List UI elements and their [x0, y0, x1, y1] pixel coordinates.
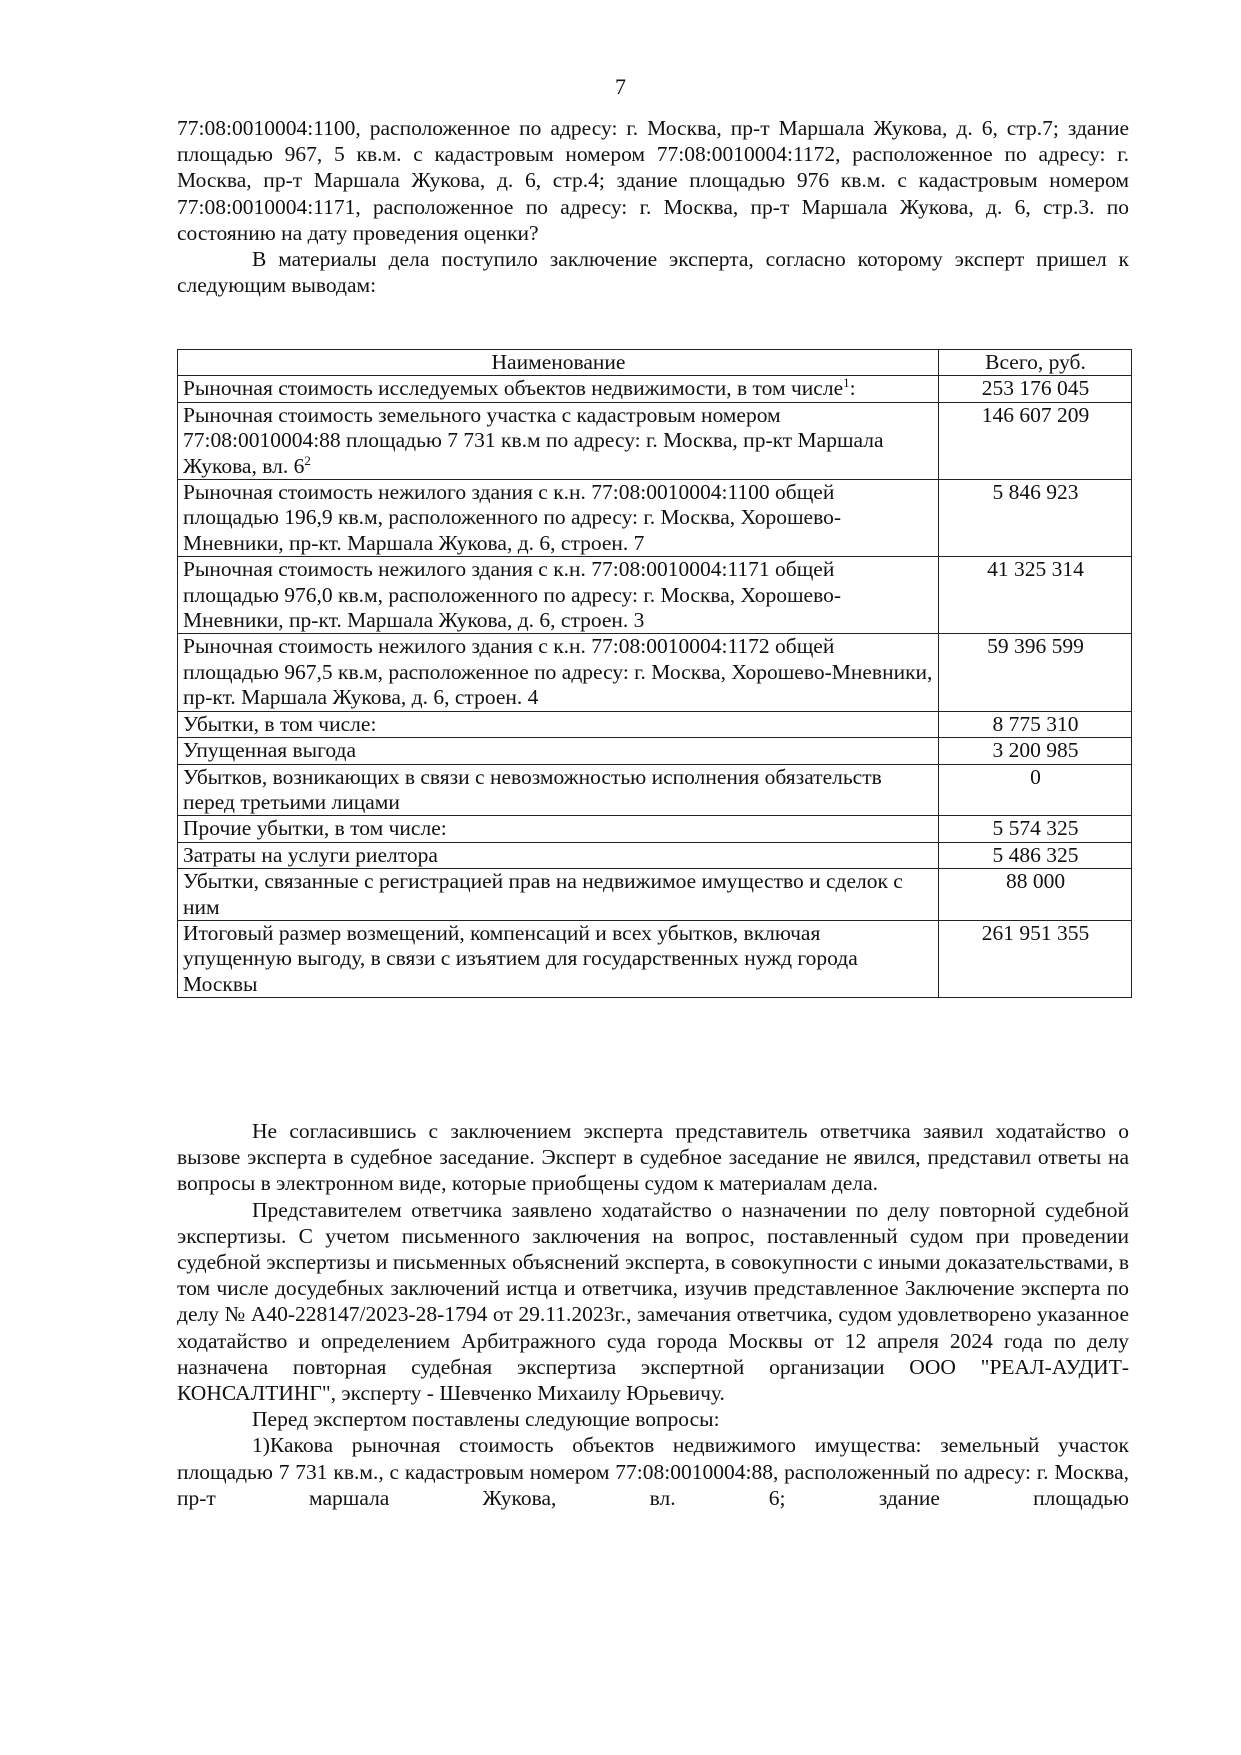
row-value: 5 486 325 [939, 842, 1132, 868]
row-value: 5 846 923 [939, 480, 1132, 557]
row-name-suffix: : [849, 376, 856, 401]
row-name: Убытки, в том числе: [183, 711, 377, 736]
row-value: 253 176 045 [939, 376, 1132, 402]
intro-section [177, 115, 1129, 298]
table-row [178, 402, 1132, 479]
row-name-cell [178, 869, 939, 921]
row-name-cell [178, 402, 939, 479]
header-total: Всего, руб. [939, 350, 1132, 376]
disagreement-paragraph: Не согласившись с заключением эксперта представитель ответчика заявил ходатайство о вызове эксперта в судебное заседание. Эксперт в судебное заседание не явился, представил ответы на вопросы в электронном виде, которые приобщены судом к материалам дела. [177, 1119, 1129, 1196]
row-name-cell [178, 634, 939, 711]
row-name-cell [178, 920, 939, 997]
question-continuation: 77:08:0010004:1100, расположенное по адресу: г. Москва, пр-т Маршала Жукова, д. 6, стр.7; здание площадью 967, 5 кв.м. с кадастровым номером 77:08:0010004:1172, расположенное по адресу: г. Москва, пр-т Маршала Жукова, д. 6, стр.4; здание площадью 976 кв.м. с кадастровым номером 77:08:0010004:1171, расположенное по адресу: г. Москва, пр-т Маршала Жукова, д. 6, стр.3. по состоянию на дату проведения оценки? [177, 116, 1129, 245]
table-row [178, 764, 1132, 816]
row-name-cell [178, 711, 939, 737]
row-name: Итоговый размер возмещений, компенсаций и всех убытков, включая упущенную выгоду, в связи с изъятием для государственных нужд города Москвы [183, 920, 858, 996]
row-name-cell [178, 480, 939, 557]
table-row [178, 920, 1132, 997]
question-1: 1)Какова рыночная стоимость объектов недвижимого имущества: земельный участок площадью 7 731 кв.м., с кадастровым номером 77:08:0010004:88, расположенный по адресу: г. Москва, пр-т маршала Жукова, вл. 6; здание площадью [177, 1433, 1129, 1510]
expert-results-table-container [177, 349, 1131, 998]
row-name: Рыночная стоимость исследуемых объектов недвижимости, в том числе [183, 376, 844, 401]
row-value: 146 607 209 [939, 402, 1132, 479]
row-value: 3 200 985 [939, 738, 1132, 764]
footnote-marker: 2 [304, 452, 311, 468]
table-row [178, 480, 1132, 557]
row-name: Убытков, возникающих в связи с невозможностью исполнения обязательств перед третьими лицами [183, 764, 882, 814]
table-row [178, 842, 1132, 868]
table-header-row [178, 350, 1132, 376]
row-name: Рыночная стоимость земельного участка с кадастровым номером 77:08:0010004:88 площадью 7 731 кв.м по адресу: г. Москва, пр-кт Маршала Жукова, вл. 6 [183, 402, 884, 478]
footnote-marker: 1 [843, 375, 850, 391]
table-row [178, 816, 1132, 842]
row-name: Рыночная стоимость нежилого здания с к.н. 77:08:0010004:1172 общей площадью 967,5 кв.м, расположенное по адресу: г. Москва, Хорошево-Мневники, пр-кт. Маршала Жукова, д. 6, строен. 4 [183, 634, 933, 710]
row-name-cell [178, 764, 939, 816]
repeat-expertise-paragraph: Представителем ответчика заявлено ходатайство о назначении по делу повторной судебной экспертизы. С учетом письменного заключения на вопрос, поставленный судом при проведении судебной экспертизы и письменных объяснений эксперта, в совокупности с иными доказательствами, в том числе досудебных заключений истца и ответчика, изучив представленное Заключение эксперта по делу № А40-228147/2023-28-1794 от 29.11.2023г., замечания ответчика, судом удовлетворено указанное ходатайство и определением Арбитражного суда города Москвы от 12 апреля 2024 года по делу назначена повторная судебная экспертиза экспертной организации ООО "РЕАЛ-АУДИТ-КОНСАЛТИНГ", эксперту - Шевченко Михаилу Юрьевичу. [177, 1197, 1129, 1406]
header-name: Наименование [178, 350, 939, 376]
table-row [178, 711, 1132, 737]
row-value: 59 396 599 [939, 634, 1132, 711]
questions-intro: Перед экспертом поставлены следующие вопросы: [252, 1407, 720, 1432]
row-name: Рыночная стоимость нежилого здания с к.н. 77:08:0010004:1100 общей площадью 196,9 кв.м, расположенного по адресу: г. Москва, Хорошево-Мневники, пр-кт. Маршала Жукова, д. 6, строен. 7 [183, 480, 841, 555]
row-name: Рыночная стоимость нежилого здания с к.н. 77:08:0010004:1171 общей площадью 976,0 кв.м, расположенного по адресу: г. Москва, Хорошево-Мневники, пр-кт. Маршала Жукова, д. 6, строен. 3 [183, 557, 841, 633]
row-name: Убытки, связанные с регистрацией прав на недвижимое имущество и сделок с ним [183, 869, 903, 919]
row-value: 5 574 325 [939, 816, 1132, 842]
row-value: 8 775 310 [939, 711, 1132, 737]
row-value: 88 000 [939, 869, 1132, 921]
table-row [178, 738, 1132, 764]
row-name-cell [178, 738, 939, 764]
table-body [178, 376, 1132, 998]
table-row [178, 376, 1132, 402]
row-name: Упущенная выгода [183, 738, 356, 763]
main-text-section [177, 1118, 1129, 1511]
table-row [178, 634, 1132, 711]
row-name: Прочие убытки, в том числе: [183, 816, 447, 841]
row-name-cell [178, 376, 939, 402]
row-name-cell [178, 557, 939, 634]
row-value: 0 [939, 764, 1132, 816]
expert-results-table [177, 349, 1132, 998]
row-value: 261 951 355 [939, 920, 1132, 997]
expert-conclusion-intro: В материалы дела поступило заключение эксперта, согласно которому эксперт пришел к следующим выводам: [177, 247, 1129, 298]
table-row [178, 557, 1132, 634]
row-name-cell [178, 842, 939, 868]
row-value: 41 325 314 [939, 557, 1132, 634]
row-name: Затраты на услуги риелтора [183, 842, 438, 867]
page-number: 7 [615, 74, 626, 99]
row-name-cell [178, 816, 939, 842]
table-row [178, 869, 1132, 921]
